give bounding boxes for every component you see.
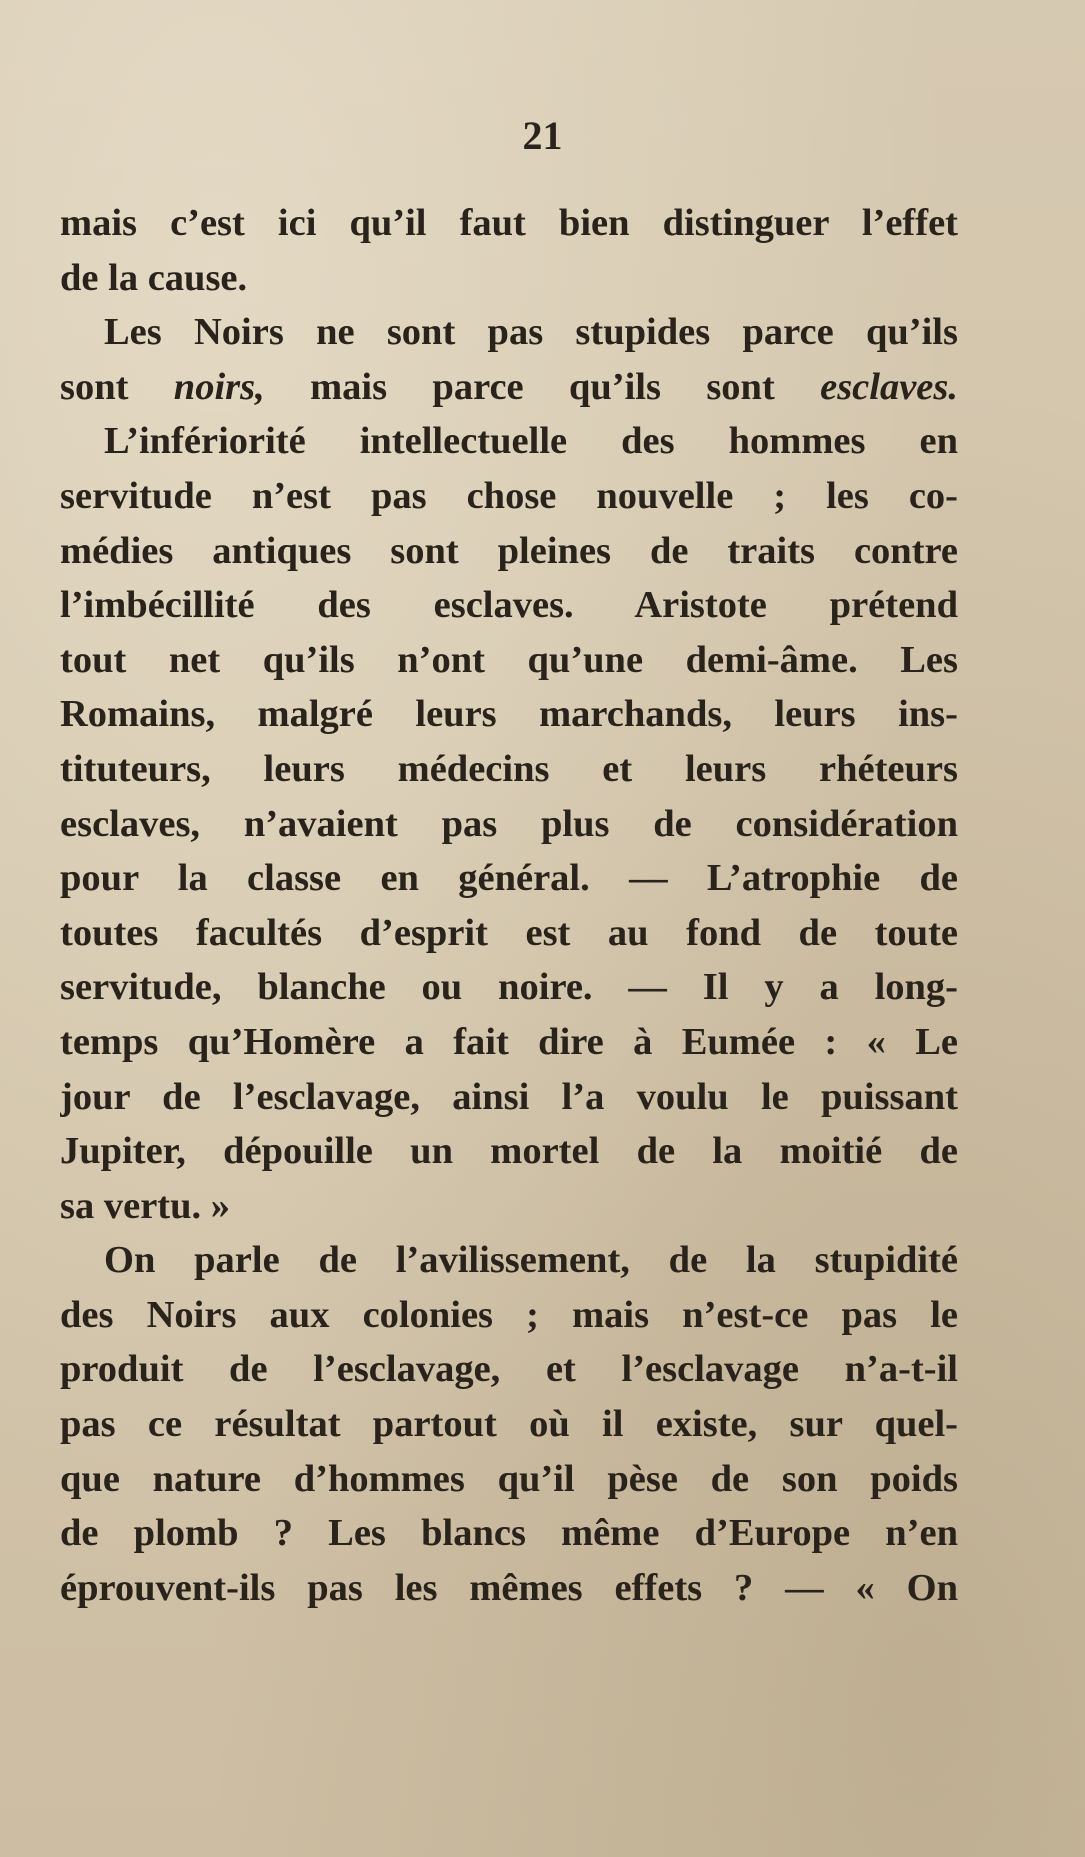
- emphasized-word: noirs,: [173, 365, 265, 408]
- text-line: tituteurs, leurs médecins et leurs rhéteurs: [60, 747, 958, 790]
- page-number: 21: [522, 113, 563, 158]
- text-line: jour de l’esclavage, ainsi l’a voulu le puissant: [60, 1075, 958, 1118]
- text-line: L’infériorité intellectuelle des hommes en: [104, 420, 958, 463]
- body-text: [60, 196, 958, 1615]
- text-line: On parle de l’avilissement, de la stupidité: [104, 1239, 958, 1282]
- text-run: sont: [60, 365, 174, 408]
- text-line: Romains, malgré leurs marchands, leurs ins-: [60, 693, 958, 736]
- text-line: tout net qu’ils n’ont qu’une demi-âme. Les: [60, 638, 958, 681]
- text-line: produit de l’esclavage, et l’esclavage n’a-t-il: [60, 1348, 958, 1391]
- text-line: Jupiter, dépouille un mortel de la moitié de: [60, 1130, 958, 1173]
- text-line: sa vertu. »: [60, 1184, 231, 1227]
- text-line: pas ce résultat partout où il existe, sur quel-: [60, 1403, 958, 1446]
- text-line: esclaves, n’avaient pas plus de considération: [60, 802, 958, 845]
- text-line: de la cause.: [60, 256, 248, 299]
- text-line: [60, 360, 958, 415]
- text-line: Les Noirs ne sont pas stupides parce qu’ils: [104, 311, 958, 354]
- text-line: éprouvent-ils pas les mêmes effets ? — « On: [60, 1566, 958, 1609]
- text-line: toutes facultés d’esprit est au fond de toute: [60, 911, 958, 954]
- text-line: des Noirs aux colonies ; mais n’est-ce pas le: [60, 1293, 958, 1336]
- text-run: mais parce qu’ils sont: [264, 365, 821, 408]
- emphasized-word: esclaves.: [820, 365, 958, 408]
- text-line: médies antiques sont pleines de traits contre: [60, 529, 958, 572]
- text-line: servitude, blanche ou noire. — Il y a long-: [60, 966, 958, 1009]
- text-line: l’imbécillité des esclaves. Aristote prétend: [60, 584, 958, 627]
- text-line: que nature d’hommes qu’il pèse de son poids: [60, 1457, 958, 1500]
- text-line: de plomb ? Les blancs même d’Europe n’en: [60, 1512, 958, 1555]
- text-line: pour la classe en général. — L’atrophie de: [60, 857, 958, 900]
- text-line: temps qu’Homère a fait dire à Eumée : « Le: [60, 1020, 958, 1063]
- text-line: servitude n’est pas chose nouvelle ; les co-: [60, 474, 958, 517]
- text-line: mais c’est ici qu’il faut bien distinguer l’effet: [60, 202, 958, 244]
